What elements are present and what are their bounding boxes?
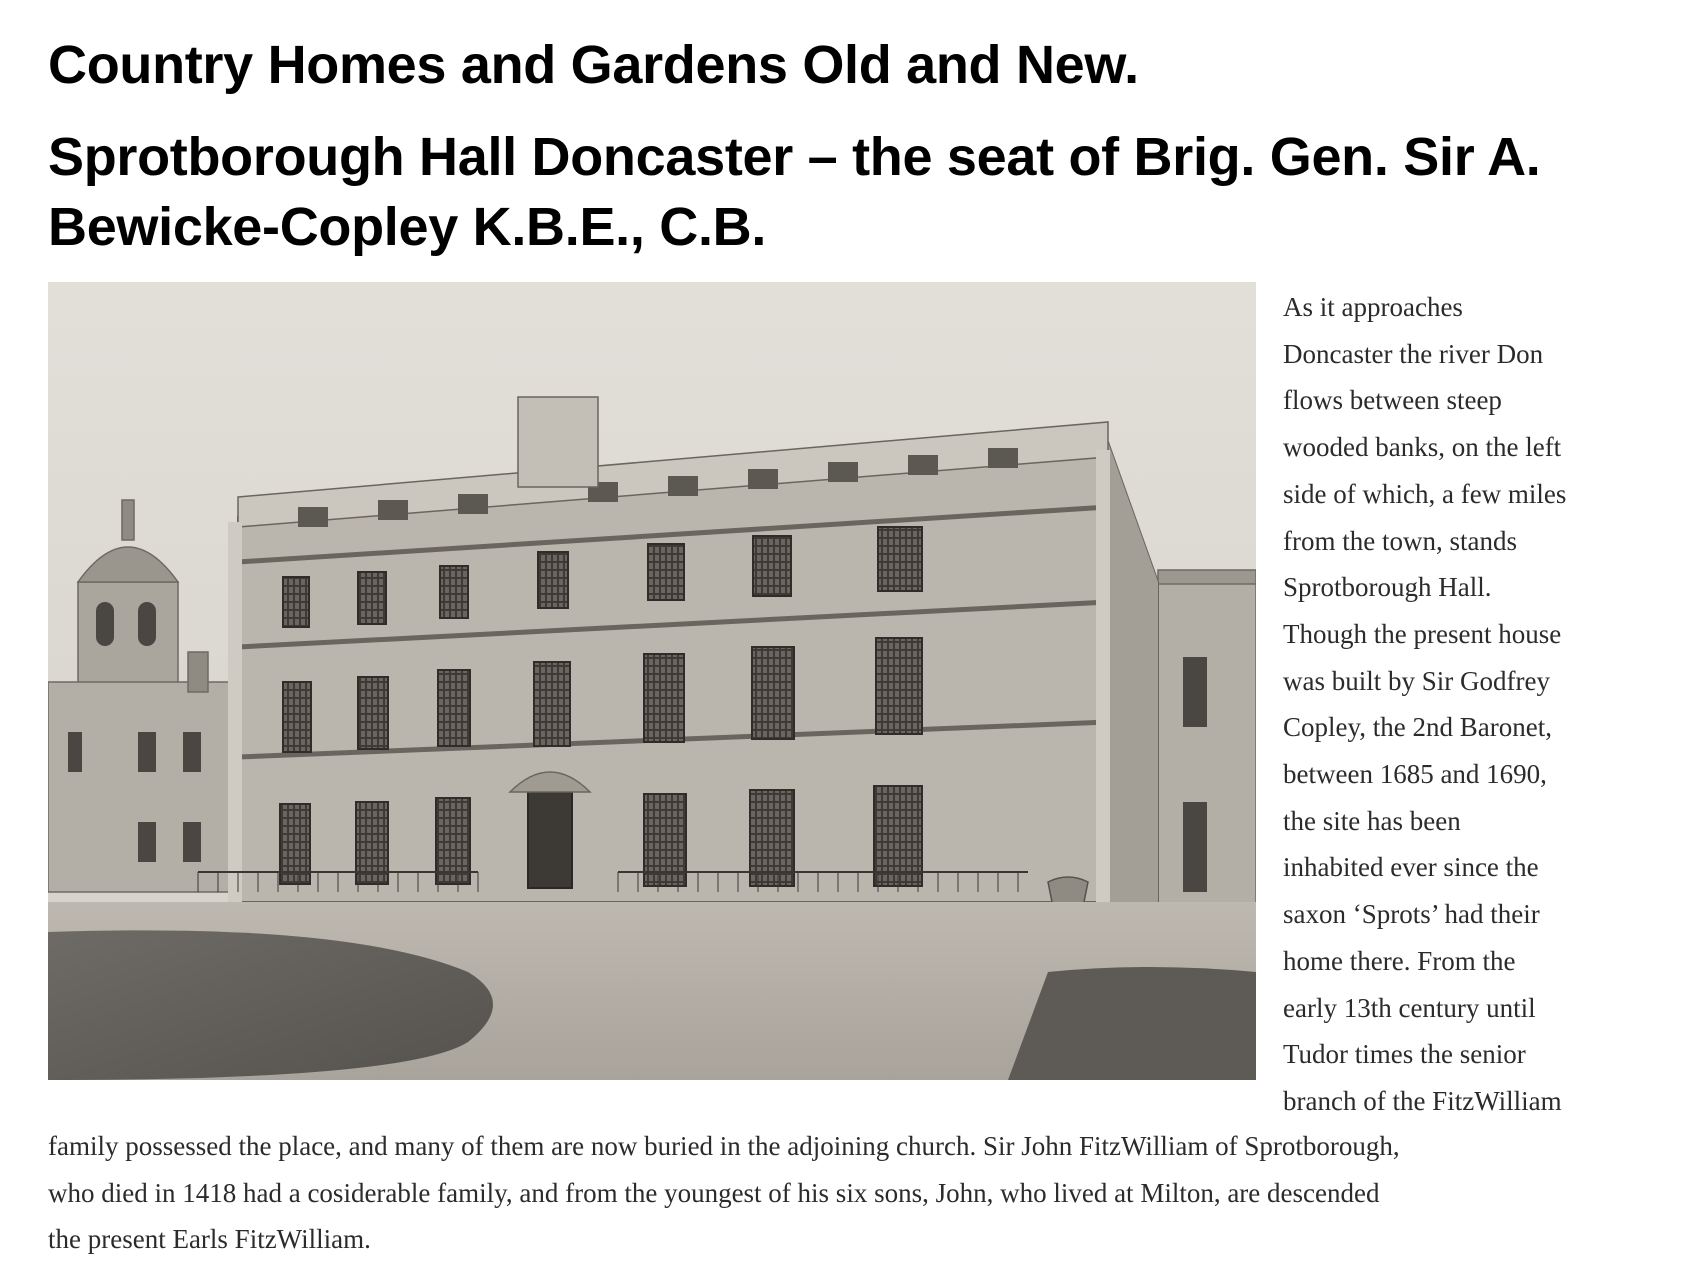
sprotborough-hall-photo <box>48 282 1256 1080</box>
side-line: saxon ‘Sprots’ had their <box>1283 899 1540 930</box>
side-line: between 1685 and 1690, <box>1283 759 1547 790</box>
article-bottom-text <box>48 1123 1648 1263</box>
side-line: Doncaster the river Don <box>1283 338 1544 369</box>
side-line: Copley, the 2nd Baronet, <box>1283 712 1552 743</box>
side-line: As it approaches <box>1283 292 1463 322</box>
side-line: Tudor times the senior <box>1283 1039 1526 1070</box>
side-line: Though the present house <box>1283 618 1562 649</box>
site-title: Country Homes and Gardens Old and New. <box>48 35 1139 95</box>
side-line: from the town, stands <box>1283 525 1517 556</box>
side-line: side of which, a few miles <box>1283 478 1567 509</box>
article-title: Sprotborough Hall Doncaster – the seat of Brig. Gen. Sir A. Bewicke-Copley K.B.E., C.B. <box>48 127 1541 257</box>
side-line: was built by Sir Godfrey <box>1283 665 1550 696</box>
bottom-line: the present Earls FitzWilliam. <box>48 1224 371 1255</box>
side-line: home there. From the <box>1283 945 1516 976</box>
side-line: the site has been <box>1283 805 1461 836</box>
historic-house-photo-illustration <box>48 282 1256 1080</box>
bottom-line: who died in 1418 had a cosiderable family, and from the youngest of his six sons, John, who lived at Milton, are descended <box>48 1177 1380 1208</box>
bottom-line: family possessed the place, and many of them are now buried in the adjoining church. Sir John FitzWilliam of Sprotborough, <box>48 1131 1400 1161</box>
side-line: inhabited ever since the <box>1283 852 1539 883</box>
side-line: early 13th century until <box>1283 992 1536 1023</box>
side-line: flows between steep <box>1283 385 1502 416</box>
side-line: Sprotborough Hall. <box>1283 572 1492 603</box>
article-side-column <box>1283 284 1623 1125</box>
side-line: wooded banks, on the left <box>1283 432 1562 463</box>
side-line: branch of the FitzWilliam <box>1283 1085 1562 1116</box>
